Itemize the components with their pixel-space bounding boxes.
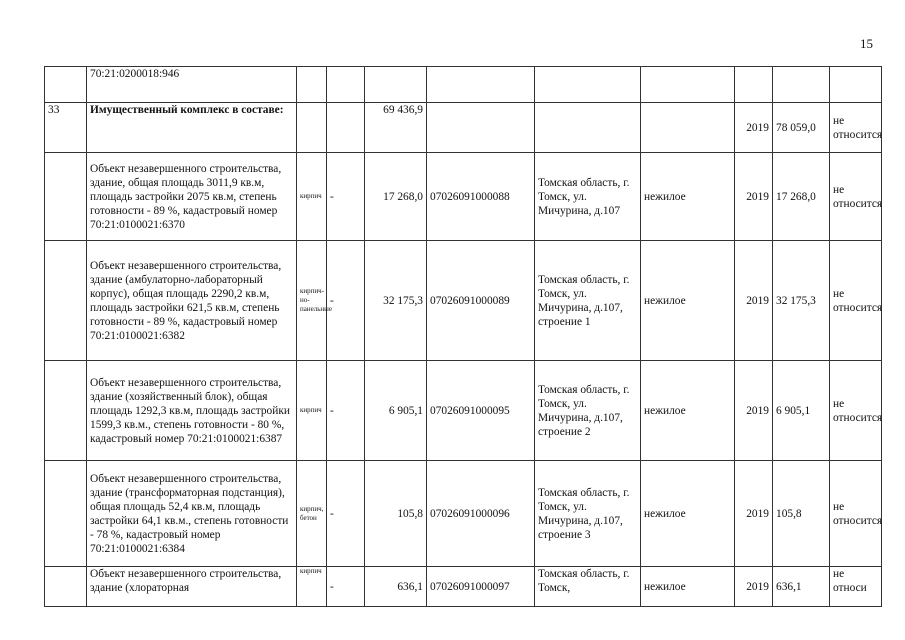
area: 105,8 [365, 461, 427, 567]
dash: - [327, 153, 365, 241]
inventory-number: 07026091000089 [427, 241, 535, 361]
status: не относится [830, 153, 882, 241]
section-title: Имущественный комплекс в составе: [87, 103, 297, 153]
object-description: Объект незавершенного строительства, здание (трансформаторная подстанция), общая площадь 52,4 кв.м, площадь застройки 64,1 кв.м., степень готовности - 78 %, кадастровый номер 70:21:0100021:6384 [87, 461, 297, 567]
material: кирпич [297, 567, 327, 607]
row-number [45, 241, 87, 361]
address: Томская область, г. Томск, ул. Мичурина, д.107 [535, 153, 641, 241]
object-description: Объект незавершенного строительства, здание, общая площадь 3011,9 кв.м, площадь застройки 2075 кв.м, степень готовности - 89 %, кадастровый номер 70:21:0100021:6370 [87, 153, 297, 241]
page-number: 15 [860, 36, 873, 51]
row-number [45, 567, 87, 607]
table-row [45, 461, 882, 567]
row-number [45, 361, 87, 461]
row-number [45, 153, 87, 241]
table-row [45, 241, 882, 361]
year: 2019 [735, 361, 773, 461]
inventory-number: 07026091000088 [427, 153, 535, 241]
address: Томская область, г. Томск, [535, 567, 641, 607]
material: кирпич [297, 361, 327, 461]
value: 17 268,0 [773, 153, 830, 241]
status: не относится [830, 241, 882, 361]
dash: - [327, 567, 365, 607]
property-table [44, 66, 882, 607]
section-year: 2019 [735, 103, 773, 153]
value: 105,8 [773, 461, 830, 567]
value: 636,1 [773, 567, 830, 607]
purpose: нежилое [641, 241, 735, 361]
year: 2019 [735, 461, 773, 567]
value: 6 905,1 [773, 361, 830, 461]
section-number: 33 [45, 103, 87, 153]
table-row [45, 67, 882, 103]
year: 2019 [735, 153, 773, 241]
purpose: нежилое [641, 361, 735, 461]
object-description: Объект незавершенного строительства, здание (хозяйственный блок), общая площадь 1292,3 кв.м, площадь застройки 1599,3 кв.м., степень готовности - 80 %, кадастровый номер 70:21:0100021:6387 [87, 361, 297, 461]
material: кирпич-но-панельные [297, 241, 327, 361]
dash: - [327, 241, 365, 361]
area: 636,1 [365, 567, 427, 607]
status: не относится [830, 361, 882, 461]
cadastral-number: 70:21:0200018:946 [87, 67, 297, 103]
object-description: Объект незавершенного строительства, здание (хлораторная [87, 567, 297, 607]
area: 6 905,1 [365, 361, 427, 461]
purpose: нежилое [641, 153, 735, 241]
row-number [45, 461, 87, 567]
year: 2019 [735, 567, 773, 607]
address: Томская область, г. Томск, ул. Мичурина, д.107, строение 2 [535, 361, 641, 461]
table-row [45, 361, 882, 461]
year: 2019 [735, 241, 773, 361]
address: Томская область, г. Томск, ул. Мичурина, д.107, строение 1 [535, 241, 641, 361]
table-row [45, 153, 882, 241]
purpose: нежилое [641, 461, 735, 567]
cell-num [45, 67, 87, 103]
inventory-number: 07026091000095 [427, 361, 535, 461]
object-description: Объект незавершенного строительства, здание (амбулаторно-лабораторный корпус), общая площадь 2290,2 кв.м, площадь застройки 621,5 кв.м, степень готовности - 89 %, кадастровый номер 70:21:0100021:6382 [87, 241, 297, 361]
inventory-number: 07026091000097 [427, 567, 535, 607]
section-row [45, 103, 882, 153]
dash: - [327, 361, 365, 461]
value: 32 175,3 [773, 241, 830, 361]
address: Томская область, г. Томск, ул. Мичурина, д.107, строение 3 [535, 461, 641, 567]
area: 32 175,3 [365, 241, 427, 361]
inventory-number: 07026091000096 [427, 461, 535, 567]
dash: - [327, 461, 365, 567]
material: кирпич [297, 153, 327, 241]
section-status: не относится [830, 103, 882, 153]
area: 17 268,0 [365, 153, 427, 241]
status: не относи [830, 567, 882, 607]
section-value: 78 059,0 [773, 103, 830, 153]
status: не относится [830, 461, 882, 567]
section-area: 69 436,9 [365, 103, 427, 153]
purpose: нежилое [641, 567, 735, 607]
material: кирпич, бетон [297, 461, 327, 567]
table-row [45, 567, 882, 607]
